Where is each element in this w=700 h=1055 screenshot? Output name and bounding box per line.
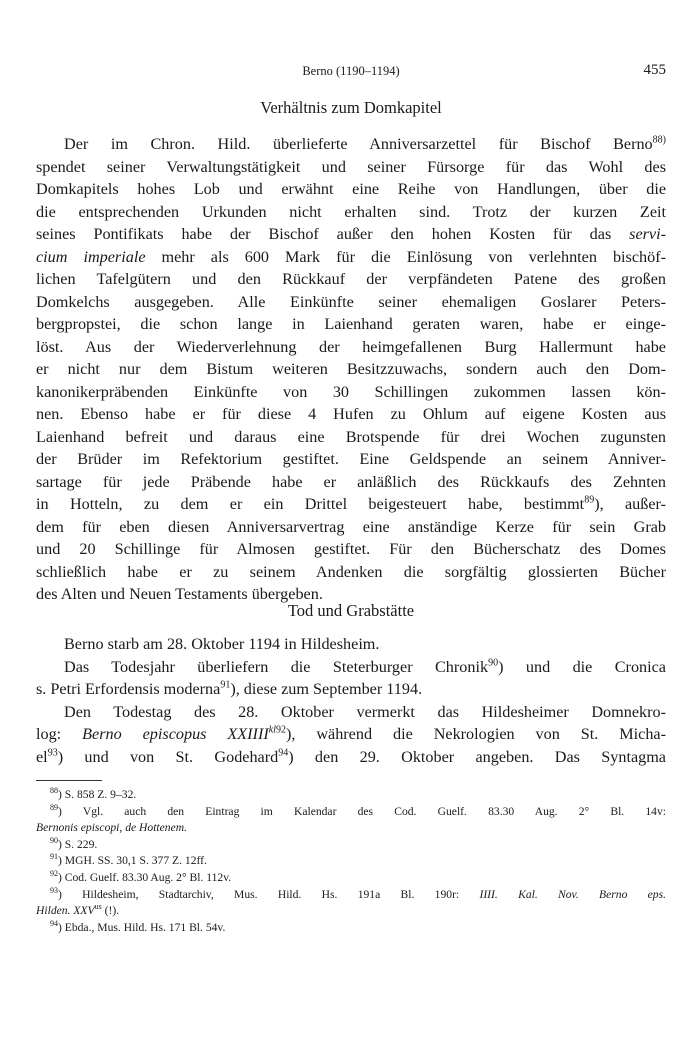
italic-term: cium imperiale xyxy=(36,247,146,266)
text-line: cium imperiale mehr als 600 Mark für die Einlösung von verlehnten bischöf- xyxy=(36,247,667,266)
text-line: Laienhand befreit und daraus eine Brotspende für drei Wochen zugunsten xyxy=(36,427,666,446)
footnote-88: $^{88}$) S. 858 Z. 9–32. xyxy=(50,786,137,801)
footnote-ref-89[interactable]: 89 xyxy=(584,494,595,506)
text-line: dem für eben diesen Anniversarvertrag eine anständige Kerze für sein Grab xyxy=(36,517,666,536)
text-line: die entsprechenden Urkunden nicht erhalten sind. Trotz der kurzen Zeit xyxy=(36,202,666,221)
footnote-ref-91[interactable]: 91 xyxy=(220,679,231,691)
text-line: Den Todestag des 28. Oktober vermerkt das Hildesheimer Domnekro- xyxy=(64,702,666,721)
text-line: nen. Ebenso habe er für diese 4 Hufen zu Ohlum auf eigene Kosten aus xyxy=(36,405,666,423)
footnote-93: $^{93}$) Hildesheim, Stadtarchiv, Mus. Hild. Hs. 191a Bl. 190r: IIII. Kal. Nov. Berno eps. xyxy=(50,885,667,901)
section-heading-tod: Tod und Grabstätte xyxy=(287,601,415,620)
text-line: el$^{93}$) und von St. Godehard$^{94}$) den 29. Oktober angeben. Das Syntagma xyxy=(36,747,666,766)
text-line: seines Pontifikats habe der Bischof außer den hohen Kosten für das servi- xyxy=(36,225,666,243)
footnote-ref-92[interactable]: 92 xyxy=(275,724,286,736)
footnote-divider xyxy=(36,780,102,781)
italic-term: servi- xyxy=(629,225,666,243)
footnote-ref-93[interactable]: 93 xyxy=(47,747,58,759)
text-line: Der im Chron. Hild. überlieferte Anniversarzettel für Bischof Berno$^{88)}$ xyxy=(64,134,666,153)
footnote-ref-88[interactable]: 88) xyxy=(652,134,666,146)
footnote-92: $^{92}$) Cod. Guelf. 83.30 Aug. 2° Bl. 112v. xyxy=(50,869,232,884)
text-line: sartage für jede Präbende habe er anläßlich des Rückkaufs des Zehnten xyxy=(36,472,666,491)
footnote-94: $^{94}$) Ebda., Mus. Hild. Hs. 171 Bl. 54v. xyxy=(50,918,226,934)
footnotes xyxy=(36,787,666,936)
section-body-tod xyxy=(36,633,666,768)
text-line: löst. Aus der Wiederverlehnung der heimgefallenen Burg Hallermunt habe xyxy=(36,337,666,356)
text-line: s. Petri Erfordensis moderna$^{91}$), diese zum September 1194. xyxy=(36,679,423,698)
section-heading-domkapitel: Verhältnis zum Domkapitel xyxy=(260,98,442,117)
footnote-89-cont: Bernonis episcopi, de Hottenem. xyxy=(36,821,188,835)
text-line: Berno starb am 28. Oktober 1194 in Hildesheim. xyxy=(64,635,380,653)
text-line: und 20 Schillinge für Almosen gestiftet. Für den Bücherschatz des Domes xyxy=(36,540,666,558)
footnote-ref-90[interactable]: 90 xyxy=(488,657,499,669)
page-number: 455 xyxy=(643,62,666,78)
text-line: bergpropstei, die schon lange in Laienhand geraten waren, habe er einge- xyxy=(36,315,666,333)
section-body-domkapitel xyxy=(36,133,666,606)
footnote-ref-94[interactable]: 94 xyxy=(278,747,289,759)
text-line: des Alten und Neuen Testaments übergeben. xyxy=(36,585,323,603)
footnote-91: $^{91}$) MGH. SS. 30,1 S. 377 Z. 12ff. xyxy=(50,852,207,868)
text-line: in Hotteln, zu dem er ein Drittel beigesteuert habe, bestimmt$^{89}$), außer- xyxy=(36,494,666,513)
running-head xyxy=(36,63,666,83)
text-line: schließlich habe er zu seinem Andenken die sorgfältig glossierten Bücher xyxy=(36,562,666,581)
running-head-title: Berno (1190–1194) xyxy=(302,64,400,78)
text-line: Das Todesjahr überliefern die Steterburger Chronik$^{90}$) und die Cronica xyxy=(64,657,666,676)
footnote-90: $^{90}$) S. 229. xyxy=(50,835,98,851)
text-line: er nicht nur dem Bistum weiteren Besitzzuwachs, sondern auch den Dom- xyxy=(36,360,666,378)
text-line: log: Berno episcopus XXIIII$^{kl92}$), während die Nekrologien von St. Micha- xyxy=(36,724,666,743)
text-line: Domkelchs ausgegeben. Alle Einkünfte seiner ehemaligen Goslarer Peters- xyxy=(36,292,666,311)
footnote-89: $^{89}$) Vgl. auch den Eintrag im Kalendar des Cod. Guelf. 83.30 Aug. 2° Bl. 14v: xyxy=(50,802,666,818)
text-line: der Brüder im Refektorium gestiftet. Eine Geldspende an seinem Anniver- xyxy=(36,450,666,468)
footnote-93-cont: Hilden. $XXV^{us}$ (!). xyxy=(36,902,120,918)
text-line: kanonikerpräbenden Einkünfte von 30 Schillingen zukommen lassen kön- xyxy=(36,382,666,401)
text-line: Domkapitels hohes Lob und erwähnt eine Reihe von Handlungen, über die xyxy=(36,180,666,198)
text-line: spendet seiner Verwaltungstätigkeit und seiner Fürsorge für das Wohl des xyxy=(36,157,666,176)
text-line: lichen Tafelgütern und den Rückkauf der verpfändeten Patene des großen xyxy=(36,270,666,288)
